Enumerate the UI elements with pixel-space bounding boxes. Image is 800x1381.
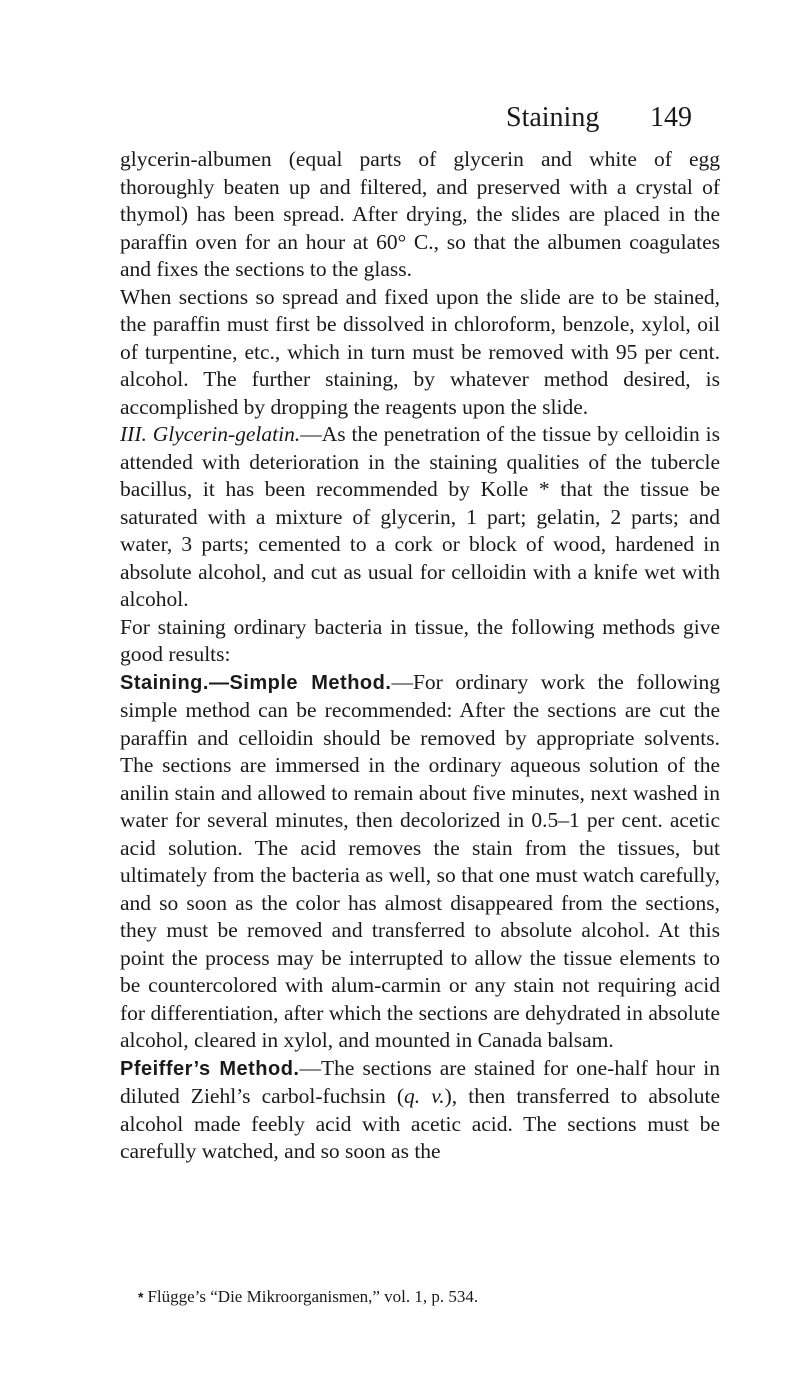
footnote-text: Flügge’s “Die Mikroorganismen,” vol. 1, p. 534.: [147, 1287, 479, 1306]
glycerin-gelatin-heading: III. Glycerin-gelatin.: [120, 422, 301, 446]
page-number: 149: [650, 102, 692, 133]
paragraph-pfeiffer-method: [120, 1055, 720, 1166]
paragraph-sections-spread: When sections so spread and fixed upon the slide are to be stained, the paraffin must first be dissolved in chloroform, benzole, xylol, oil of turpentine, etc., which in turn must be removed with 95 per cent. alcohol. The further staining, by whatever method desired, is accomplished by dropping the reagents upon the slide.: [120, 284, 720, 419]
pfeiffer-method-text-b: ), then transferred to absolute alcohol made feebly acid with acetic acid. The sections must be carefully watched, and so soon as the: [120, 1084, 720, 1163]
footnote-marker: *: [138, 1289, 144, 1305]
pfeiffer-method-text-a: —The sections are stained for one-half hour in diluted Ziehl’s carbol-fuchsin (: [120, 1055, 720, 1108]
running-title: Staining: [506, 102, 600, 133]
glycerin-gelatin-text: —As the penetration of the tissue by celloidin is attended with deterioration in the staining qualities of the tubercle bacillus, it has been recommended by Kolle * that the tissue be saturated with a mixture of glycerin, 1 part; gelatin, 2 parts; and water, 3 parts; cemented to a cork or block of wood, hardened in absolute alcohol, and cut as usual for celloidin with a knife wet with alcohol.: [120, 422, 720, 611]
paragraph-glycerin-gelatin: [120, 421, 720, 614]
simple-method-heading: Staining.—Simple Method.: [120, 671, 392, 694]
body-text: [120, 146, 720, 1166]
running-head: [0, 100, 800, 140]
paragraph-glycerin-albumen: glycerin-albumen (equal parts of glycerin and white of egg thoroughly beaten up and filtered, and preserved with a crystal of thymol) has been spread. After drying, the slides are placed in the paraffin oven for an hour at 60° C., so that the albumen coagulates and fixes the sections to the glass.: [120, 147, 720, 281]
quod-vide: q. v.: [404, 1084, 445, 1108]
paragraph-ordinary-bacteria: For staining ordinary bacteria in tissue, the following methods give good results:: [120, 614, 720, 666]
simple-method-text: —For ordinary work the following simple method can be recommended: After the sections are cut the paraffin and celloidin should be removed by appropriate solvents. The sections are immersed in the ordinary aqueous solution of the anilin stain and allowed to remain about five minutes, next washed in water for several minutes, then decolorized in 0.5–1 per cent. acetic acid solution. The acid removes the stain from the tissues, but ultimately from the bacteria as well, so that one must watch carefully, and so soon as the color has almost disappeared from the sections, they must be removed and transferred to absolute alcohol. At this point the process may be interrupted to allow the tissue elements to be countercolored with alum-carmin or any stain not requiring acid for differentiation, after which the sections are dehydrated in absolute alcohol, cleared in xylol, and mounted in Canada balsam.: [120, 669, 720, 1052]
pfeiffer-method-heading: Pfeiffer’s Method.: [120, 1057, 300, 1080]
paragraph-simple-method: [120, 669, 720, 1055]
footnote: [138, 1286, 738, 1308]
